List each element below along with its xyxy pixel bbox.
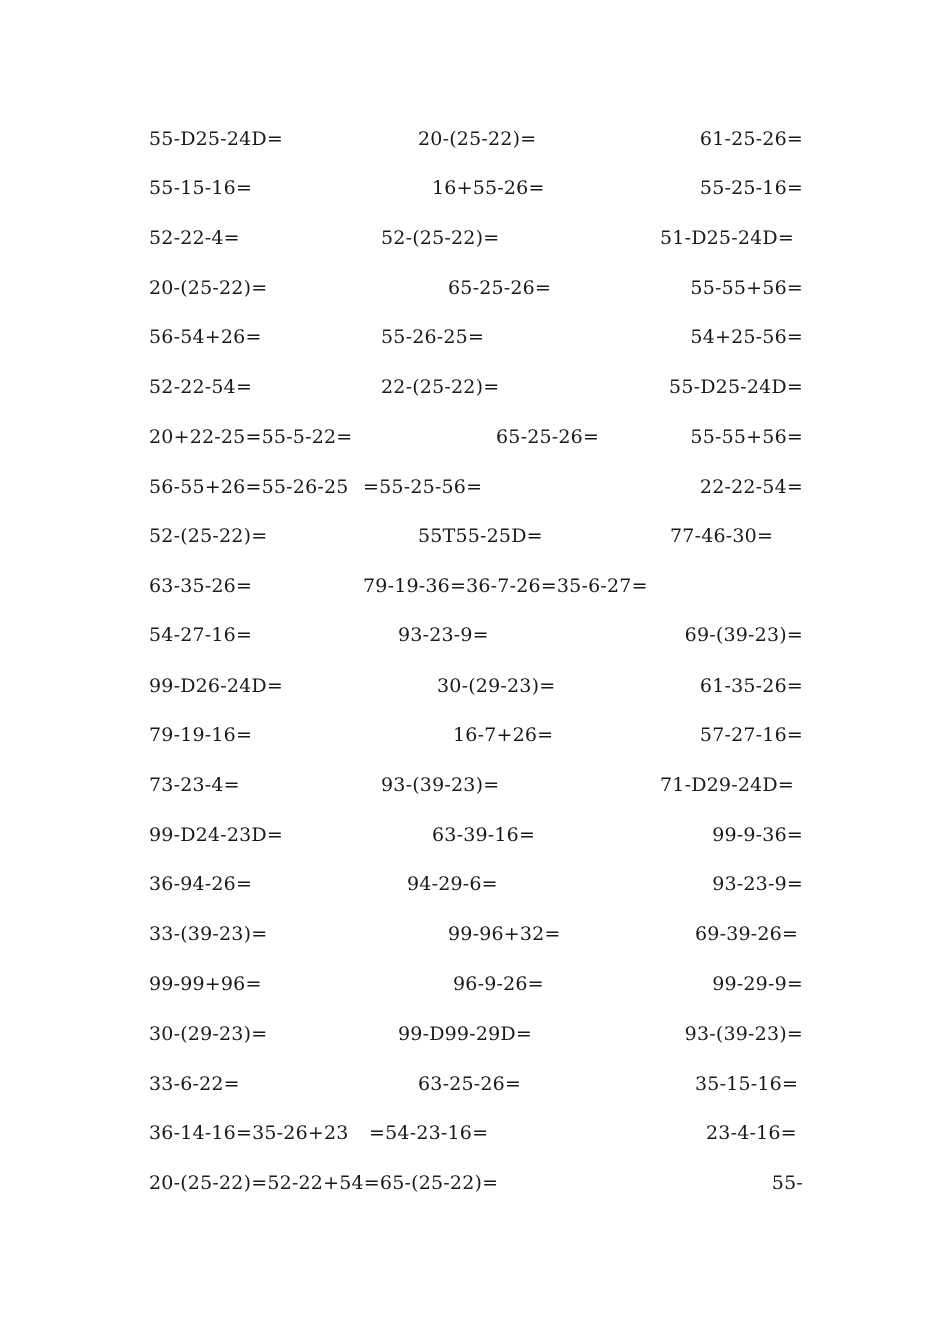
problem-middle: 55-26-25=: [381, 326, 485, 348]
problem-right: 93-23-9=: [712, 873, 803, 895]
problem-middle: 96-9-26=: [453, 973, 544, 995]
problem-right: 55-55+56=: [690, 277, 803, 299]
problem-left: 99-D24-23D=: [149, 824, 283, 846]
problem-left: 52-22-4=: [149, 227, 240, 249]
problem-left: 99-99+96=: [149, 973, 262, 995]
problem-middle: =54-23-16=: [369, 1122, 489, 1144]
problem-middle: 79-19-36=36-7-26=35-6-27=: [363, 575, 648, 597]
problem-middle: 30-(29-23)=: [437, 675, 556, 697]
problem-middle: =55-25-56=: [363, 476, 483, 498]
problem-middle: 55T55-25D=: [418, 525, 543, 547]
problem-middle: 52-(25-22)=: [381, 227, 500, 249]
problem-left: 56-55+26=55-26-25: [149, 476, 349, 498]
problem-right: 23-4-16=: [706, 1122, 797, 1144]
problem-right: 93-(39-23)=: [684, 1023, 803, 1045]
problem-middle: 93-(39-23)=: [381, 774, 500, 796]
problem-left: 56-54+26=: [149, 326, 262, 348]
problem-right: 55-55+56=: [690, 426, 803, 448]
problem-left: 33-6-22=: [149, 1073, 240, 1095]
problem-left: 36-94-26=: [149, 873, 253, 895]
problem-left: 55-D25-24D=: [149, 128, 283, 150]
problem-middle: 65-25-26=: [496, 426, 600, 448]
problem-left: 20+22-25=55-5-22=: [149, 426, 353, 448]
problem-middle: 63-39-16=: [432, 824, 536, 846]
problem-right: 51-D25-24D=: [660, 227, 794, 249]
problem-right: 54+25-56=: [690, 326, 803, 348]
problem-left: 99-D26-24D=: [149, 675, 283, 697]
problem-right: 55-25-16=: [699, 177, 803, 199]
problem-right: 69-39-26=: [695, 923, 799, 945]
problem-right: 61-35-26=: [699, 675, 803, 697]
problem-right: 55-D25-24D=: [669, 376, 803, 398]
problem-right: 57-27-16=: [699, 724, 803, 746]
problem-middle: 16-7+26=: [453, 724, 554, 746]
problem-right: 69-(39-23)=: [684, 624, 803, 646]
problem-right: 22-22-54=: [699, 476, 803, 498]
problem-middle: 63-25-26=: [418, 1073, 522, 1095]
problem-middle: 20-(25-22)=: [418, 128, 537, 150]
problem-left: 55-15-16=: [149, 177, 253, 199]
problem-left: 20-(25-22)=: [149, 277, 268, 299]
problem-left: 54-27-16=: [149, 624, 253, 646]
problem-left: 30-(29-23)=: [149, 1023, 268, 1045]
problem-middle: 65-25-26=: [448, 277, 552, 299]
problem-right: 61-25-26=: [699, 128, 803, 150]
problem-left: 79-19-16=: [149, 724, 253, 746]
problem-right: 99-29-9=: [712, 973, 803, 995]
problem-left: 36-14-16=35-26+23: [149, 1122, 349, 1144]
problem-left: 20-(25-22)=52-22+54=65-(25-22)=: [149, 1172, 499, 1194]
problem-left: 63-35-26=: [149, 575, 253, 597]
problem-right: 35-15-16=: [695, 1073, 799, 1095]
problem-right: 99-9-36=: [712, 824, 803, 846]
problem-left: 52-(25-22)=: [149, 525, 268, 547]
problem-right: 55-: [771, 1172, 803, 1194]
problem-middle: 16+55-26=: [432, 177, 545, 199]
problem-left: 52-22-54=: [149, 376, 253, 398]
problem-right: 77-46-30=: [670, 525, 774, 547]
problem-middle: 94-29-6=: [407, 873, 498, 895]
problem-middle: 22-(25-22)=: [381, 376, 500, 398]
problem-left: 73-23-4=: [149, 774, 240, 796]
problem-left: 33-(39-23)=: [149, 923, 268, 945]
problem-middle: 93-23-9=: [398, 624, 489, 646]
problem-middle: 99-D99-29D=: [398, 1023, 532, 1045]
problem-middle: 99-96+32=: [448, 923, 561, 945]
problem-right: 71-D29-24D=: [660, 774, 794, 796]
